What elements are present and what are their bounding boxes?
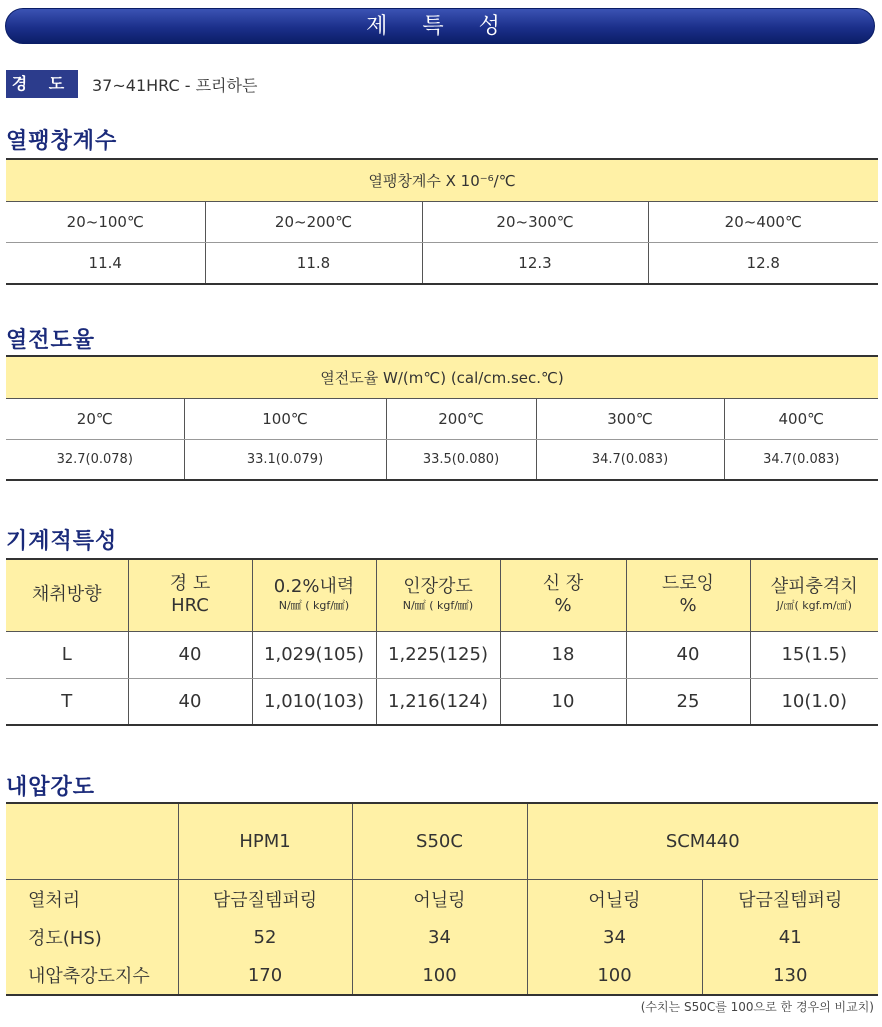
range-cell: 20~400℃ (648, 201, 878, 242)
row-label: 열처리 (6, 879, 178, 918)
table-cell: 34 (352, 918, 527, 956)
compressive-table (6, 802, 878, 996)
table-cell: 어닐링 (527, 879, 702, 918)
conductivity-header: 열전도율 W/(m℃) (cal/cm.sec.℃) (6, 356, 878, 398)
table-cell: 34 (527, 918, 702, 956)
hardness-value: 37~41HRC - 프리하든 (92, 76, 258, 95)
table-cell: 15(1.5) (750, 631, 878, 678)
range-cell: 20~100℃ (6, 201, 205, 242)
table-cell: 담금질템퍼링 (178, 879, 352, 918)
table-cell: 40 (626, 631, 750, 678)
section-banner (5, 8, 875, 44)
value-cell: 33.1(0.079) (184, 439, 386, 480)
mechanical-title: 기계적특성 (6, 529, 118, 554)
thermal-expansion-table (6, 158, 878, 285)
header-hardness: 경 도 HRC (128, 559, 252, 631)
temp-cell: 300℃ (536, 398, 724, 439)
compressive-title: 내압강도 (6, 775, 96, 800)
table-cell: 100 (352, 956, 527, 995)
thermal-expansion-title: 열팽창계수 (6, 129, 118, 154)
conductivity-table (6, 355, 878, 481)
value-cell: 32.7(0.078) (6, 439, 184, 480)
temp-cell: 200℃ (386, 398, 536, 439)
table-cell: 10(1.0) (750, 678, 878, 725)
thermal-expansion-header: 열팽창계수 X 10⁻⁶/℃ (6, 159, 878, 201)
material-s50c: S50C (352, 803, 527, 879)
table-cell: 100 (527, 956, 702, 995)
header-tensile: 인장강도 N/㎟ ( kgf/㎟) (376, 559, 500, 631)
temp-cell: 20℃ (6, 398, 184, 439)
material-hpm1: HPM1 (178, 803, 352, 879)
table-cell: 40 (128, 678, 252, 725)
row-label: 내압축강도지수 (6, 956, 178, 995)
table-cell: 41 (702, 918, 878, 956)
header-yield: 0.2%내력 N/㎟ ( kgf/㎟) (252, 559, 376, 631)
conductivity-title: 열전도율 (6, 328, 96, 353)
value-cell: 12.3 (422, 242, 648, 284)
value-cell: 12.8 (648, 242, 878, 284)
mechanical-table (6, 558, 878, 726)
table-cell: 1,216(124) (376, 678, 500, 725)
value-cell: 34.7(0.083) (724, 439, 878, 480)
header-impact: 샬피충격치 J/㎠( kgf.m/㎠) (750, 559, 878, 631)
header-elongation: 신 장 % (500, 559, 626, 631)
table-cell: 40 (128, 631, 252, 678)
table-cell: 18 (500, 631, 626, 678)
header-sampling: 채취방향 (6, 559, 128, 631)
table-cell: 130 (702, 956, 878, 995)
table-cell: 1,225(125) (376, 631, 500, 678)
range-cell: 20~200℃ (205, 201, 422, 242)
empty-corner-cell (6, 803, 178, 879)
value-cell: 11.8 (205, 242, 422, 284)
table-cell: 어닐링 (352, 879, 527, 918)
table-cell: 52 (178, 918, 352, 956)
banner-title: 제 특 성 (366, 14, 514, 39)
hardness-label: 경 도 (6, 70, 78, 98)
range-cell: 20~300℃ (422, 201, 648, 242)
temp-cell: 100℃ (184, 398, 386, 439)
table-cell: T (6, 678, 128, 725)
table-cell: 1,010(103) (252, 678, 376, 725)
value-cell: 33.5(0.080) (386, 439, 536, 480)
header-drawing: 드로잉 % (626, 559, 750, 631)
temp-cell: 400℃ (724, 398, 878, 439)
table-cell: 담금질템퍼링 (702, 879, 878, 918)
table-cell: 10 (500, 678, 626, 725)
value-cell: 11.4 (6, 242, 205, 284)
table-cell: 25 (626, 678, 750, 725)
table-cell: 170 (178, 956, 352, 995)
table-cell: 1,029(105) (252, 631, 376, 678)
material-scm440: SCM440 (527, 803, 878, 879)
value-cell: 34.7(0.083) (536, 439, 724, 480)
row-label: 경도(HS) (6, 918, 178, 956)
footnote: (수치는 S50C를 100으로 한 경우의 비교치) (640, 1000, 874, 1014)
table-cell: L (6, 631, 128, 678)
